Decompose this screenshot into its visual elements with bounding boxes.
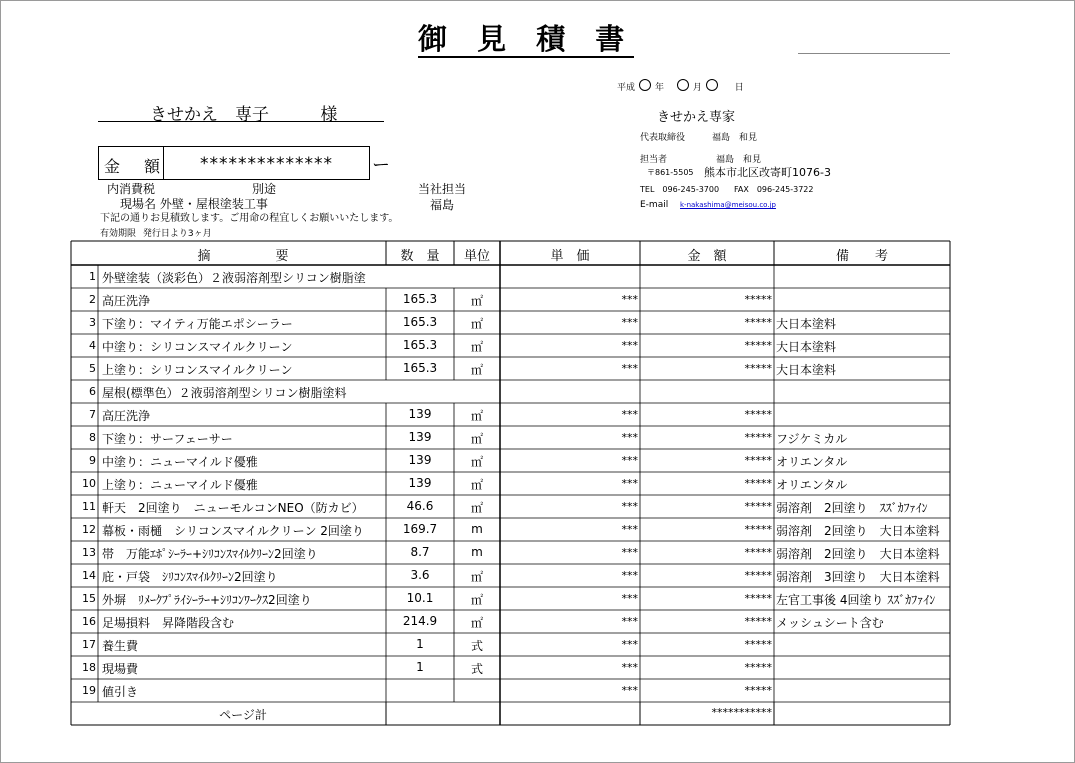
row-unit: ㎡ <box>470 409 483 423</box>
company-name: きせかえ専家 <box>657 110 736 125</box>
row-amount: ***** <box>744 661 772 674</box>
row-note: 弱溶剤 2回塗り ｽｽﾞｶﾌｧｲﾝ <box>776 501 928 515</box>
row-note: 大日本塗料 <box>776 340 837 354</box>
row-number: 4 <box>89 339 96 352</box>
row-note: メッシュシート含む <box>776 616 884 630</box>
row-quantity: 169.7 <box>402 522 438 536</box>
row-number: 16 <box>82 615 96 628</box>
row-unit-price: *** <box>621 661 638 674</box>
row-description: 下塗り：マイティ万能エポシーラー <box>102 317 293 331</box>
row-amount: ***** <box>744 408 772 421</box>
company-rep-label: 代表取締役 <box>640 133 686 143</box>
company-postal: 〒861-5505 <box>647 168 694 177</box>
row-amount: ***** <box>744 638 772 651</box>
row-unit-price: *** <box>621 454 638 467</box>
row-note: 弱溶剤 2回塗り 大日本塗料 <box>776 524 940 538</box>
company-contact-label: 担当者 <box>640 155 668 165</box>
row-quantity: 139 <box>408 430 432 444</box>
amount-value: ************** <box>200 154 333 174</box>
row-description: 養生費 <box>102 639 139 653</box>
tax-note-value: 別途 <box>252 182 277 196</box>
row-description: 庇・戸袋 ｼﾘｺﾝｽﾏｲﾙｸﾘｰﾝ2回塗り <box>102 570 278 584</box>
row-amount: ***** <box>744 316 772 329</box>
row-amount: ***** <box>744 500 772 513</box>
row-note: 弱溶剤 3回塗り 大日本塗料 <box>776 570 940 584</box>
customer-name: きせかえ 専子 <box>150 105 269 125</box>
row-number: 8 <box>89 431 96 444</box>
row-unit: ㎡ <box>470 501 483 515</box>
row-amount: ***** <box>744 615 772 628</box>
site-label: 現場名 <box>120 197 157 211</box>
greeting-text: 下記の通りお見積致します。ご用命の程宜しくお願いいたします。 <box>100 213 399 224</box>
row-description: 屋根(標準色）２液弱溶剤型シリコン樹脂塗料 <box>102 386 347 400</box>
tax-note-label: 内消費税 <box>107 182 156 196</box>
row-quantity: 165.3 <box>402 338 438 352</box>
row-unit: ㎡ <box>470 616 483 630</box>
row-unit-price: *** <box>621 546 638 559</box>
row-unit-price: *** <box>621 316 638 329</box>
row-number: 13 <box>82 546 96 559</box>
row-note: 大日本塗料 <box>776 363 837 377</box>
row-quantity: 10.1 <box>406 591 434 605</box>
row-number: 1 <box>89 270 96 283</box>
row-unit-price: *** <box>621 477 638 490</box>
row-number: 5 <box>89 362 96 375</box>
row-description: 幕板・雨樋 シリコンスマイルクリーン 2回塗り <box>102 524 364 538</box>
header-note: 備 考 <box>835 249 888 264</box>
row-amount: ***** <box>744 477 772 490</box>
row-note: 弱溶剤 2回塗り 大日本塗料 <box>776 547 940 561</box>
row-number: 19 <box>82 684 96 697</box>
amount-dash: ー <box>372 155 390 176</box>
staff-name: 福島 <box>430 198 455 212</box>
row-number: 12 <box>82 523 96 536</box>
row-unit-price: *** <box>621 684 638 697</box>
row-unit-price: *** <box>621 569 638 582</box>
row-amount: ***** <box>744 431 772 444</box>
row-quantity: 139 <box>408 453 432 467</box>
row-description: 外壁塗装（淡彩色）２液弱溶剤型シリコン樹脂塗 <box>102 271 366 285</box>
row-amount: ***** <box>744 523 772 536</box>
row-description: 高圧洗浄 <box>102 409 151 423</box>
company-rep-name: 福島 和見 <box>712 133 758 143</box>
row-amount: ***** <box>744 684 772 697</box>
row-quantity: 139 <box>408 407 432 421</box>
row-number: 18 <box>82 661 96 674</box>
row-unit-price: *** <box>621 408 638 421</box>
row-unit: m <box>471 522 483 536</box>
row-unit: 式 <box>470 639 483 653</box>
row-unit: m <box>471 545 483 559</box>
row-description: 値引き <box>102 685 139 699</box>
page-total-label: ページ計 <box>219 708 267 722</box>
company-address: 熊本市北区改寄町1076-3 <box>704 166 831 179</box>
validity-value: 発行日より3ヶ月 <box>142 229 212 239</box>
row-description: 中塗り：ニューマイルド優雅 <box>102 455 258 469</box>
row-unit-price: *** <box>621 615 638 628</box>
page-total-amount: *********** <box>711 706 772 719</box>
row-description: 高圧洗浄 <box>102 294 151 308</box>
document-title: 御 見 積 書 <box>418 22 635 56</box>
row-description: 帯 万能ｴﾎﾟｼｰﾗｰ+ｼﾘｺﾝｽﾏｲﾙｸﾘｰﾝ2回塗り <box>102 547 318 561</box>
row-number: 11 <box>82 500 96 513</box>
header-amount: 金 額 <box>687 249 727 264</box>
header-description: 摘 要 <box>197 249 289 264</box>
date-month-unit: 月 <box>692 83 702 93</box>
row-note: オリエンタル <box>776 478 848 492</box>
row-note: オリエンタル <box>776 455 848 469</box>
row-description: 上塗り：ニューマイルド優雅 <box>102 478 258 492</box>
row-description: 上塗り：シリコンスマイルクリーン <box>102 363 293 377</box>
row-unit: ㎡ <box>470 294 483 308</box>
company-tel: TEL 096-245-3700 <box>640 185 720 194</box>
row-note: フジケミカル <box>776 432 848 446</box>
row-unit-price: *** <box>621 500 638 513</box>
row-quantity: 165.3 <box>402 315 438 329</box>
row-number: 9 <box>89 454 96 467</box>
company-email-link[interactable]: k-nakashima@meisou.co.jp <box>680 201 776 209</box>
header-unit-price: 単 価 <box>550 249 590 264</box>
row-amount: ***** <box>744 362 772 375</box>
row-note: 大日本塗料 <box>776 317 837 331</box>
row-number: 10 <box>82 477 96 490</box>
row-description: 足場損料 昇降階段含む <box>102 616 235 630</box>
row-unit-price: *** <box>621 293 638 306</box>
validity-label: 有効期限 <box>100 229 137 239</box>
row-unit-price: *** <box>621 431 638 444</box>
row-unit-price: *** <box>621 592 638 605</box>
row-unit: ㎡ <box>470 317 483 331</box>
row-unit: ㎡ <box>470 455 483 469</box>
row-amount: ***** <box>744 569 772 582</box>
row-unit-price: *** <box>621 638 638 651</box>
row-unit: ㎡ <box>470 363 483 377</box>
row-amount: ***** <box>744 293 772 306</box>
row-note: 左官工事後 4回塗り ｽｽﾞｶﾌｧｲﾝ <box>776 593 936 607</box>
row-number: 14 <box>82 569 96 582</box>
header-unit: 単位 <box>463 249 490 264</box>
row-unit-price: *** <box>621 339 638 352</box>
company-fax: FAX 096-245-3722 <box>734 185 814 194</box>
row-quantity: 139 <box>408 476 432 490</box>
row-unit-price: *** <box>621 362 638 375</box>
company-contact-name: 福島 和見 <box>716 155 762 165</box>
row-number: 7 <box>89 408 96 421</box>
customer-honorific: 様 <box>320 105 338 125</box>
row-description: 中塗り：シリコンスマイルクリーン <box>102 340 293 354</box>
row-quantity: 214.9 <box>402 614 438 628</box>
row-amount: ***** <box>744 592 772 605</box>
row-number: 6 <box>89 385 96 398</box>
row-number: 17 <box>82 638 96 651</box>
amount-label: 金 額 <box>104 157 165 176</box>
row-unit: ㎡ <box>470 340 483 354</box>
row-unit: ㎡ <box>470 432 483 446</box>
row-quantity: 1 <box>416 660 424 674</box>
row-quantity: 165.3 <box>402 292 438 306</box>
row-unit: ㎡ <box>470 478 483 492</box>
staff-label: 当社担当 <box>418 182 467 196</box>
date-day-unit: 日 <box>734 83 744 93</box>
row-amount: ***** <box>744 454 772 467</box>
row-amount: ***** <box>744 546 772 559</box>
row-quantity: 1 <box>416 637 424 651</box>
row-quantity: 8.7 <box>410 545 430 559</box>
row-unit: 式 <box>470 662 483 676</box>
row-number: 15 <box>82 592 96 605</box>
date-era: 平成 <box>617 83 636 93</box>
row-unit: ㎡ <box>470 593 483 607</box>
row-description: 下塗り：サーフェーサー <box>102 432 233 446</box>
site-value: 外壁・屋根塗装工事 <box>159 197 268 211</box>
row-quantity: 46.6 <box>406 499 434 513</box>
row-number: 3 <box>89 316 96 329</box>
row-unit-price: *** <box>621 523 638 536</box>
row-description: 軒天 2回塗り ニューモルコンNEO（防カビ） <box>102 501 364 515</box>
row-quantity: 165.3 <box>402 361 438 375</box>
row-description: 外塀 ﾘﾒｰｸﾌﾟﾗｲｼｰﾗｰ+ｼﾘｺﾝﾜｰｸｽ2回塗り <box>102 593 312 607</box>
row-description: 現場費 <box>102 662 139 676</box>
date-year-unit: 年 <box>655 83 665 93</box>
row-number: 2 <box>89 293 96 306</box>
row-quantity: 3.6 <box>410 568 430 582</box>
company-email-label: E-mail <box>640 200 669 210</box>
header-quantity: 数 量 <box>400 249 440 264</box>
row-amount: ***** <box>744 339 772 352</box>
row-unit: ㎡ <box>470 570 483 584</box>
